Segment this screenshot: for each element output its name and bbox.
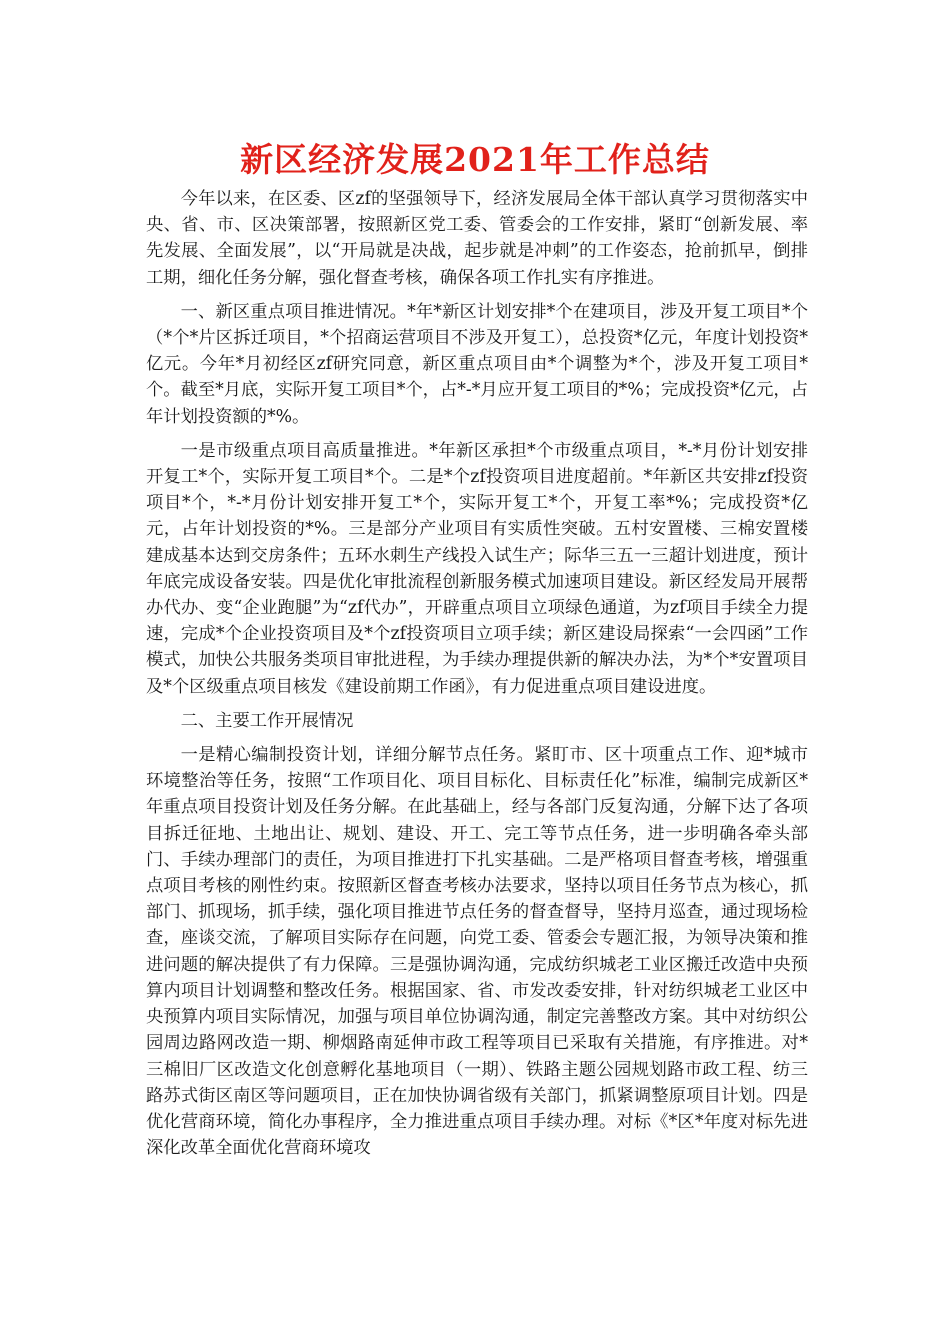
- main-work-paragraph: 一是精心编制投资计划，详细分解节点任务。紧盯市、区十项重点工作、迎*城市环境整治等任务，按照“工作项目化、项目目标化、目标责任化”标准，编制完成新区*年重点项目投资计划及任务分解。在此基础上，经与各部门反复沟通，分解下达了各项目拆迁征地、土地出让、规划、建设、开工、完工等节点任务，进一步明确各牵头部门、手续办理部门的责任，为项目推进打下扎实基础。二是严格项目督查考核，增强重点项目考核的刚性约束。按照新区督查考核办法要求，坚持以项目任务节点为核心，抓部门、抓现场，抓手续，强化项目推进节点任务的督查督导，坚持月巡查，通过现场检查，座谈交流，了解项目实际存在问题，向党工委、管委会专题汇报，为领导决策和推进问题的解决提供了有力保障。三是强协调沟通，完成纺织城老工业区搬迁改造中央预算内项目计划调整和整改任务。根据国家、省、市发改委安排，针对纺织城老工业区中央预算内项目实际情况，加强与项目单位协调沟通，制定完善整改方案。其中对纺织公园周边路网改造一期、柳烟路南延伸市政工程等项目已采取有关措施，有序推进。对*三棉旧厂区改造文化创意孵化基地项目（一期）、铁路主题公园规划路市政工程、纺三路苏式街区南区等问题项目，正在加快协调省级有关部门，抓紧调整原项目计划。四是优化营商环境，简化办事程序，全力推进重点项目手续办理。对标《*区*年度对标先进深化改革全面优化营商环境攻: [146, 745, 808, 1159]
- document-title: 新区经济发展2021年工作总结: [240, 140, 710, 179]
- intro-paragraph: 今年以来，在区委、区zf的坚强领导下，经济发展局全体干部认真学习贯彻落实中央、省、市、区决策部署，按照新区党工委、管委会的工作安排，紧盯“创新发展、率先发展、全面发展”，以“开局就是决战，起步就是冲刺”的工作姿态，抢前抓早，倒排工期，细化任务分解，强化督查考核，确保各项工作扎实有序推进。: [146, 189, 808, 288]
- section-1-paragraph: 一、新区重点项目推进情况。*年*新区计划安排*个在建项目，涉及开复工项目*个（*个*片区拆迁项目，*个招商运营项目不涉及开复工），总投资*亿元，年度计划投资*亿元。今年*月初经区zf研究同意，新区重点项目由*个调整为*个，涉及开复工项目*个。截至*月底，实际开复工项目*个，占*-*月应开复工项目的*%；完成投资*亿元，占年计划投资额的*%。: [146, 301, 808, 427]
- document-body: [146, 186, 808, 1169]
- key-projects-paragraph: 一是市级重点项目高质量推进。*年新区承担*个市级重点项目，*-*月份计划安排开复工*个，实际开复工项目*个。二是*个zf投资项目进度超前。*年新区共安排zf投资项目*个，*-*月份计划安排开复工*个，实际开复工*个，开复工率*%；完成投资*亿元，占年计划投资的*%。三是部分产业项目有实质性突破。五村安置楼、三棉安置楼建成基本达到交房条件；五环水刺生产线投入试生产；际华三五一三超计划进度，预计年底完成设备安装。四是优化审批流程创新服务模式加速项目建设。新区经发局开展帮办代办、变“企业跑腿”为“zf代办”，开辟重点项目立项绿色通道，为zf项目手续全力提速，完成*个企业投资项目及*个zf投资项目立项手续；新区建设局探索“一会四函”工作模式，加快公共服务类项目审批进程，为手续办理提供新的解决办法，为*个*安置项目及*个区级重点项目核发《建设前期工作函》，有力促进重点项目建设进度。: [146, 440, 808, 697]
- section-2-heading: 二、主要工作开展情况: [180, 710, 354, 731]
